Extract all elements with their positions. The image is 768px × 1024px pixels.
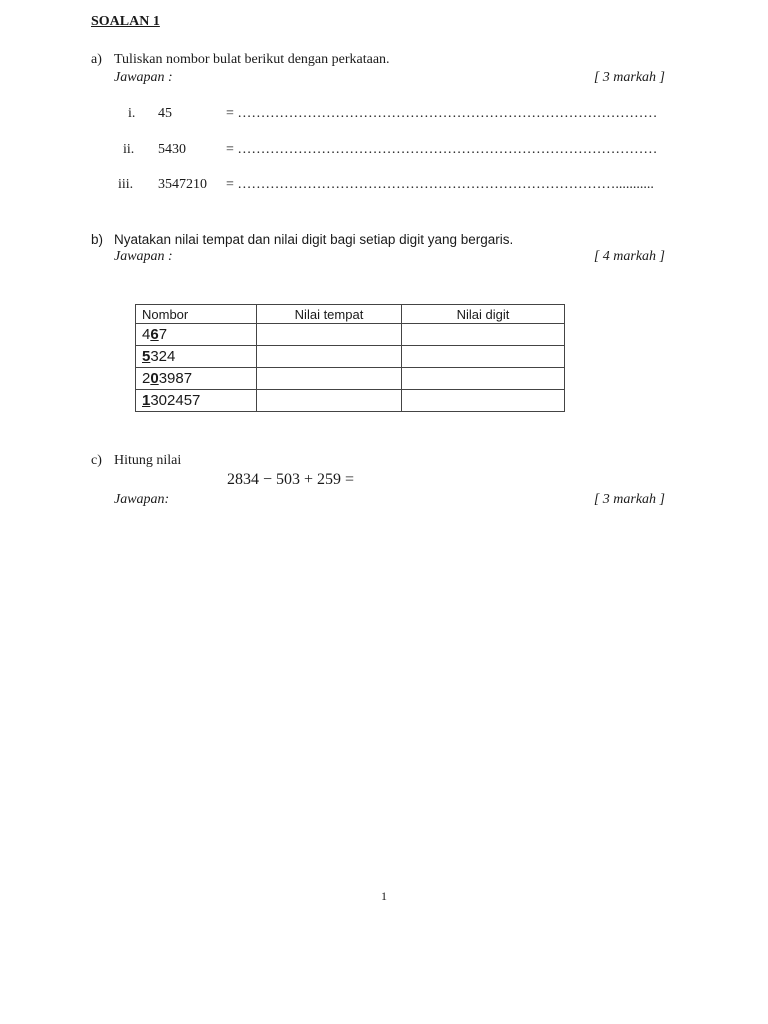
part-a-answer-line[interactable]: = ………………………………………………………………………...........	[226, 177, 654, 192]
part-c-question: Hitung nilai	[114, 453, 182, 468]
part-a-item-value: 5430	[158, 142, 186, 157]
part-b-question: Nyatakan nilai tempat dan nilai digit bagi setiap digit yang bergaris.	[114, 232, 514, 247]
part-a-item-value: 45	[158, 106, 172, 121]
nilai-tempat-answer-cell[interactable]	[257, 324, 402, 346]
nilai-digit-answer-cell[interactable]	[402, 390, 565, 412]
nilai-digit-answer-cell[interactable]	[402, 346, 565, 368]
part-b-answer-label: Jawapan :	[114, 249, 173, 264]
number-cell: 203987	[136, 368, 257, 390]
nilai-digit-answer-cell[interactable]	[402, 368, 565, 390]
part-c-answer-label: Jawapan:	[114, 492, 170, 507]
part-a-label: a)	[91, 52, 102, 67]
underlined-digit: 6	[150, 326, 159, 343]
page-title: SOALAN 1	[91, 14, 160, 29]
number-cell: 5324	[136, 346, 257, 368]
part-a-item-value: 3547210	[158, 177, 207, 192]
table-row	[136, 368, 565, 390]
header-nilai-digit: Nilai digit	[402, 305, 565, 324]
table-header-row	[136, 305, 565, 324]
table-row	[136, 346, 565, 368]
underlined-digit: 5	[142, 348, 151, 365]
part-c-marks: [ 3 markah ]	[593, 492, 665, 507]
nilai-digit-answer-cell[interactable]	[402, 324, 565, 346]
nilai-tempat-answer-cell[interactable]	[257, 346, 402, 368]
part-a-marks: [ 3 markah ]	[593, 70, 665, 85]
nilai-tempat-answer-cell[interactable]	[257, 390, 402, 412]
place-value-table	[135, 304, 565, 412]
part-c-equation: 2834 − 503 + 259 =	[227, 471, 355, 488]
part-a-item-number: i.	[128, 106, 136, 121]
part-a-answer-line[interactable]: = ………………………………………………………………………………	[226, 142, 658, 157]
part-a-item-number: ii.	[123, 142, 135, 157]
part-a-item-number: iii.	[118, 177, 134, 192]
part-a-question: Tuliskan nombor bulat berikut dengan perkataan.	[114, 52, 390, 67]
table-row	[136, 324, 565, 346]
header-nilai-tempat: Nilai tempat	[257, 305, 402, 324]
page-number: 1	[381, 889, 387, 903]
table-row	[136, 390, 565, 412]
header-nombor: Nombor	[136, 305, 257, 324]
part-c-label: c)	[91, 453, 102, 468]
part-a-answer-label: Jawapan :	[114, 70, 173, 85]
part-a-answer-line[interactable]: = ………………………………………………………………………………	[226, 106, 658, 121]
part-b-label: b)	[91, 232, 104, 247]
underlined-digit: 1	[142, 392, 151, 409]
underlined-digit: 0	[150, 370, 159, 387]
nilai-tempat-answer-cell[interactable]	[257, 368, 402, 390]
number-cell: 1302457	[136, 390, 257, 412]
number-cell: 467	[136, 324, 257, 346]
part-b-marks: [ 4 markah ]	[593, 249, 665, 264]
